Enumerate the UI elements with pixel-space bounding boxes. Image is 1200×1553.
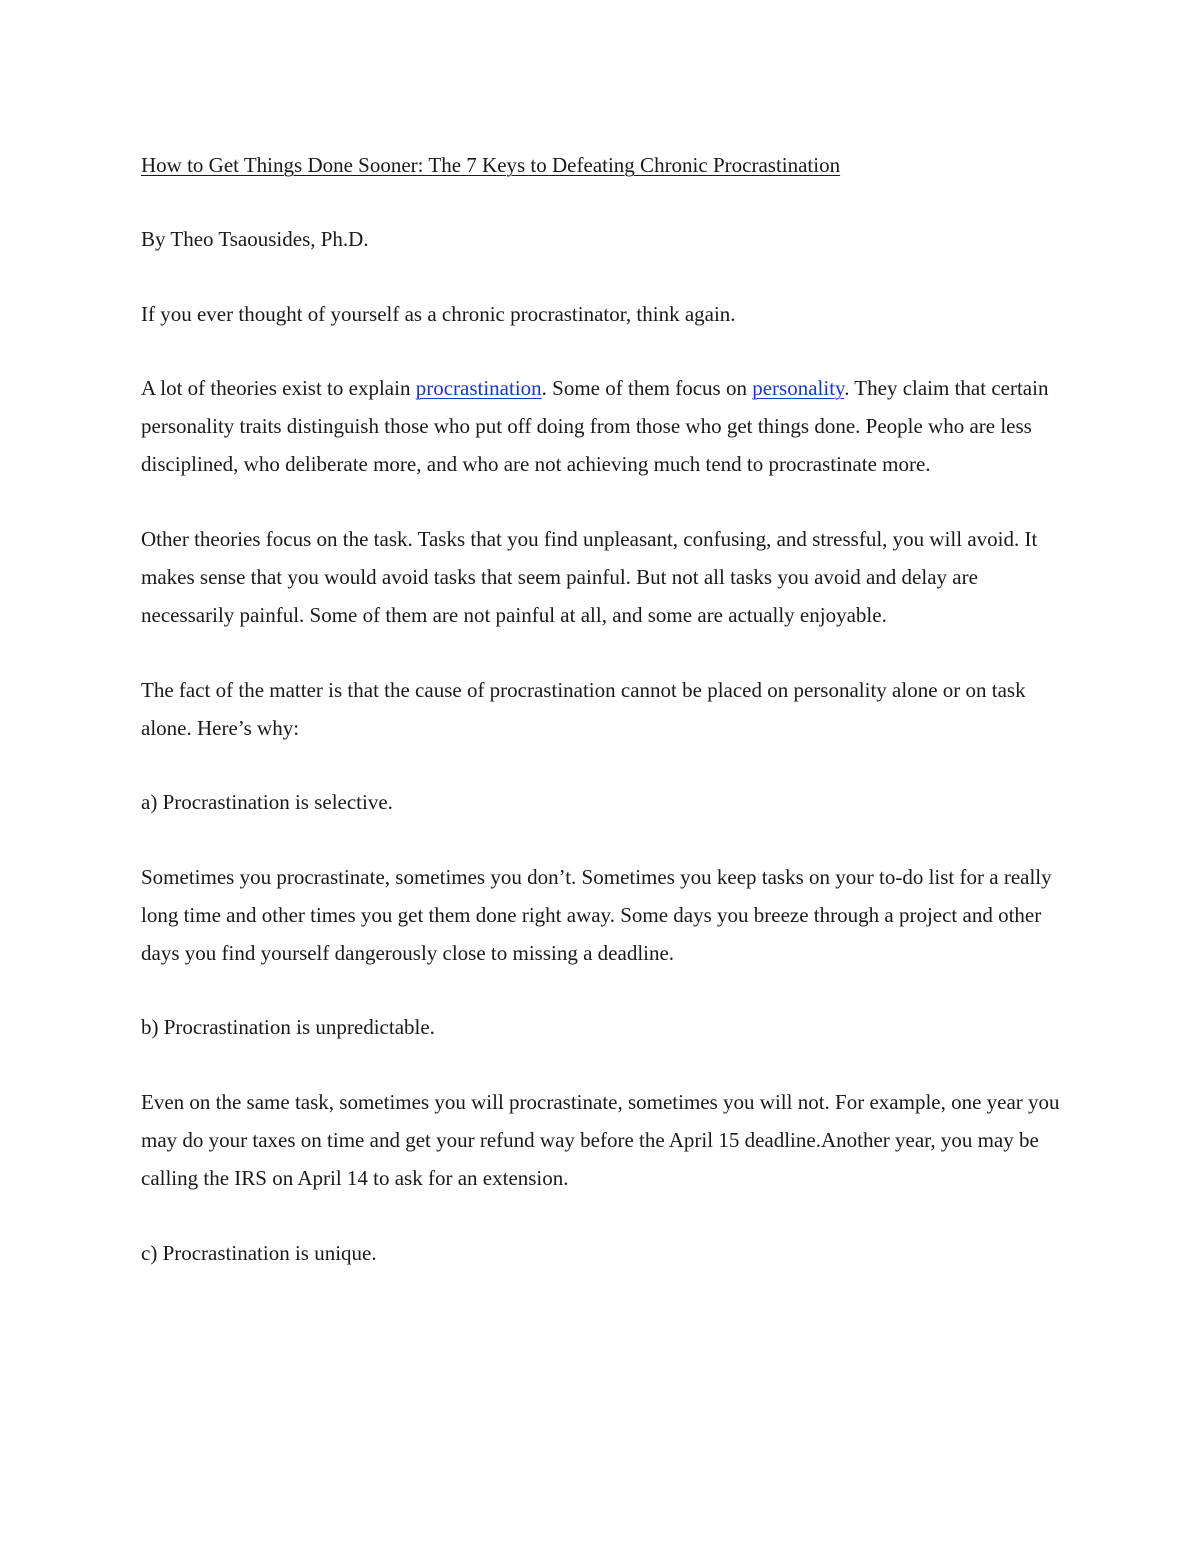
paragraph-text: . Some of them focus on [541,375,753,400]
personality-link[interactable]: personality [752,375,845,400]
intro-paragraph: If you ever thought of yourself as a chronic procrastinator, think again. [141,301,736,326]
paragraph-theories [141,369,1071,484]
paragraph-task-theories: Other theories focus on the task. Tasks that you find unpleasant, confusing, and stressful, you will avoid. It makes sense that you would avoid tasks that seem painful. But not all tasks you avoid and delay are necessarily painful. Some of them are not painful at all, and some are actually enjoyable. [141,526,1038,628]
paragraph-selective: Sometimes you procrastinate, sometimes you don’t. Sometimes you keep tasks on your to-do list for a really long time and other times you get them done right away. Some days you breeze through a project and other days you find yourself dangerously close to missing a deadline. [141,864,1052,966]
paragraph-text: . They claim that certain personality traits distinguish those who put off doing from those who get things done. People who are less disciplined, who deliberate more, and who are not achieving much tend to procrastinate more. [141,375,1049,477]
point-c-heading: c) Procrastination is unique. [141,1240,377,1265]
procrastination-link[interactable]: procrastination [415,375,542,400]
document-body [141,146,1071,1308]
point-a-heading: a) Procrastination is selective. [141,790,393,815]
paragraph-text: A lot of theories exist to explain [141,375,416,400]
paragraph-cause: The fact of the matter is that the cause of procrastination cannot be placed on personality alone or on task alone. Here’s why: [141,677,1026,740]
byline: By Theo Tsaousides, Ph.D. [141,227,369,252]
point-b-heading: b) Procrastination is unpredictable. [141,1015,435,1040]
document-title: How to Get Things Done Sooner: The 7 Keys to Defeating Chronic Procrastination [141,153,841,177]
paragraph-unpredictable: Even on the same task, sometimes you will procrastinate, sometimes you will not. For example, one year you may do your taxes on time and get your refund way before the April 15 deadline.Another year, you may be calling the IRS on April 14 to ask for an extension. [141,1089,1060,1191]
